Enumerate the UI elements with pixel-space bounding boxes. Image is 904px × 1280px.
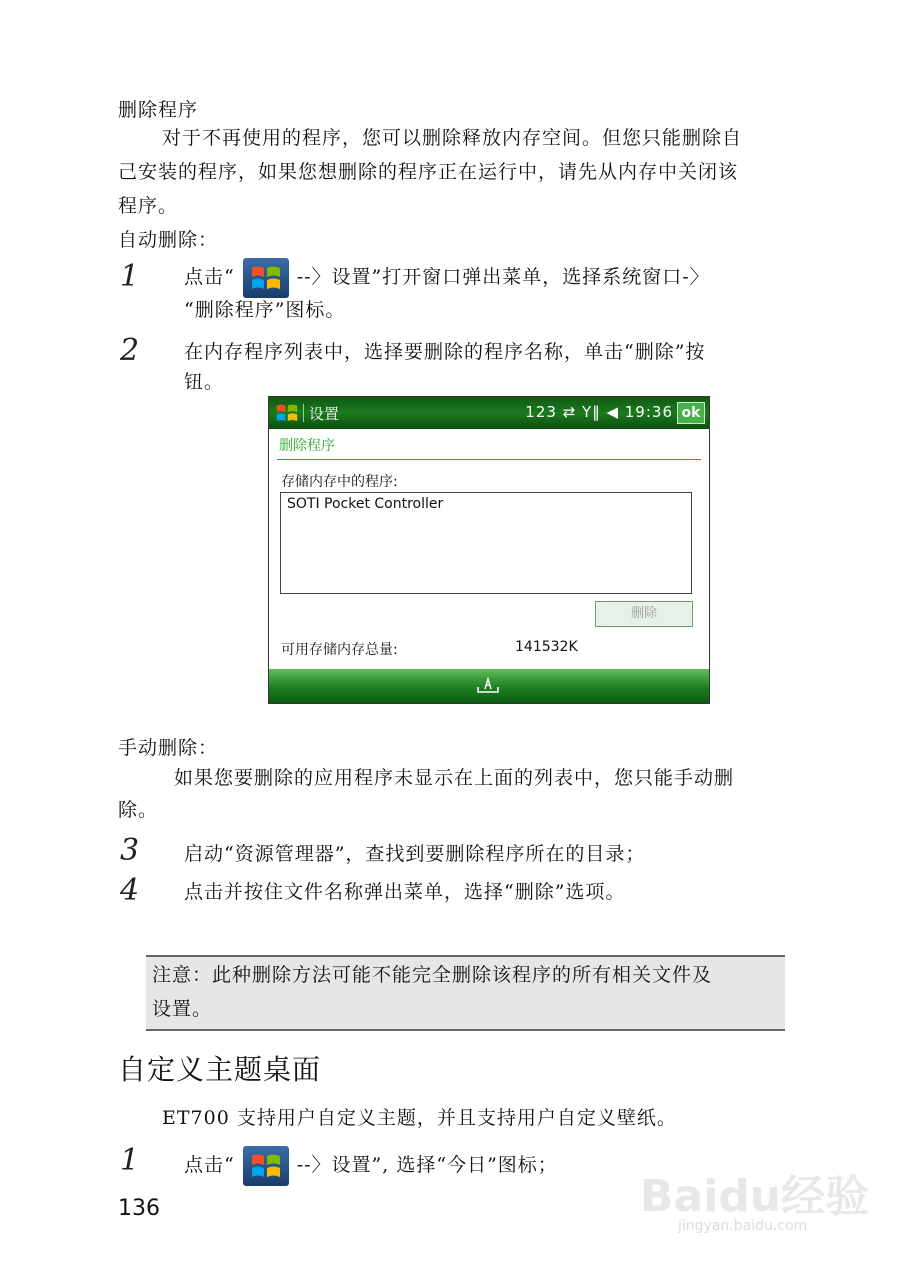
ok-button[interactable]: ok	[677, 402, 705, 424]
device-screenshot	[268, 396, 710, 704]
step-text-continued: “删除程序”图标。	[184, 299, 346, 321]
windows-start-icon[interactable]	[275, 402, 299, 428]
step-number: 2	[120, 333, 140, 368]
device-title-bar	[269, 397, 709, 429]
note-box	[146, 955, 785, 1031]
status-indicators: 123 ⇄ Y‖ ◀ 19:36	[525, 403, 673, 421]
windows-start-icon	[243, 1146, 289, 1186]
note-line: 注意：此种删除方法可能不能完全删除该程序的所有相关文件及	[152, 964, 713, 986]
list-item[interactable]: SOTI Pocket Controller	[287, 496, 444, 512]
step-text-part: 点击“	[184, 1154, 235, 1176]
available-memory-value: 141532K	[515, 639, 578, 655]
step-text	[184, 1146, 558, 1186]
section-title-theme: 自定义主题桌面	[118, 1053, 322, 1086]
step-text-part: --〉设置”, 选择“今日”图标；	[296, 1154, 558, 1176]
subtitle-divider	[277, 459, 701, 460]
delete-button[interactable]: 删除	[595, 601, 693, 627]
device-subtitle: 删除程序	[279, 438, 335, 454]
page-number: 136	[118, 1196, 160, 1221]
available-memory-label: 可用存储内存总量:	[281, 642, 398, 658]
paragraph-line: 程序。	[118, 195, 179, 217]
step-text-part: --〉设置”打开窗口弹出菜单，选择系统窗口-〉	[296, 266, 710, 288]
step-number: 1	[120, 259, 140, 294]
paragraph-line: 如果您要删除的应用程序未显示在上面的列表中，您只能手动删	[174, 767, 735, 789]
device-bottom-bar	[269, 669, 709, 703]
paragraph-line: 对于不再使用的程序，您可以删除释放内存空间。但您只能删除自	[162, 127, 743, 149]
step-text-part: 点击“	[184, 266, 235, 288]
section-title-delete: 删除程序	[118, 99, 199, 121]
step-text: 点击并按住文件名称弹出菜单，选择“删除”选项。	[184, 881, 626, 903]
step-text: 在内存程序列表中，选择要删除的程序名称，单击“删除”按	[184, 341, 706, 363]
title-separator	[303, 404, 304, 422]
paragraph-line: ET700 支持用户自定义主题，并且支持用户自定义壁纸。	[162, 1107, 677, 1129]
step-text-continued: 钮。	[184, 371, 225, 393]
baidu-watermark-url: jingyan.baidu.com	[678, 1218, 808, 1234]
manual-delete-title: 手动删除：	[118, 737, 219, 759]
step-number: 4	[120, 873, 140, 908]
keyboard-icon[interactable]	[475, 675, 501, 698]
paragraph-line: 除。	[118, 799, 159, 821]
step-number: 1	[120, 1143, 140, 1178]
device-title: 设置	[309, 405, 340, 423]
auto-delete-title: 自动删除：	[118, 229, 219, 251]
paragraph-line: 己安装的程序，如果您想删除的程序正在运行中，请先从内存中关闭该	[118, 161, 739, 183]
program-list[interactable]	[280, 492, 692, 594]
note-line: 设置。	[152, 998, 213, 1020]
step-number: 3	[120, 833, 140, 868]
program-list-label: 存储内存中的程序:	[281, 474, 398, 490]
step-text: 启动“资源管理器”，查找到要删除程序所在的目录；	[184, 843, 646, 865]
baidu-watermark-logo: Baidu经验	[640, 1171, 870, 1222]
